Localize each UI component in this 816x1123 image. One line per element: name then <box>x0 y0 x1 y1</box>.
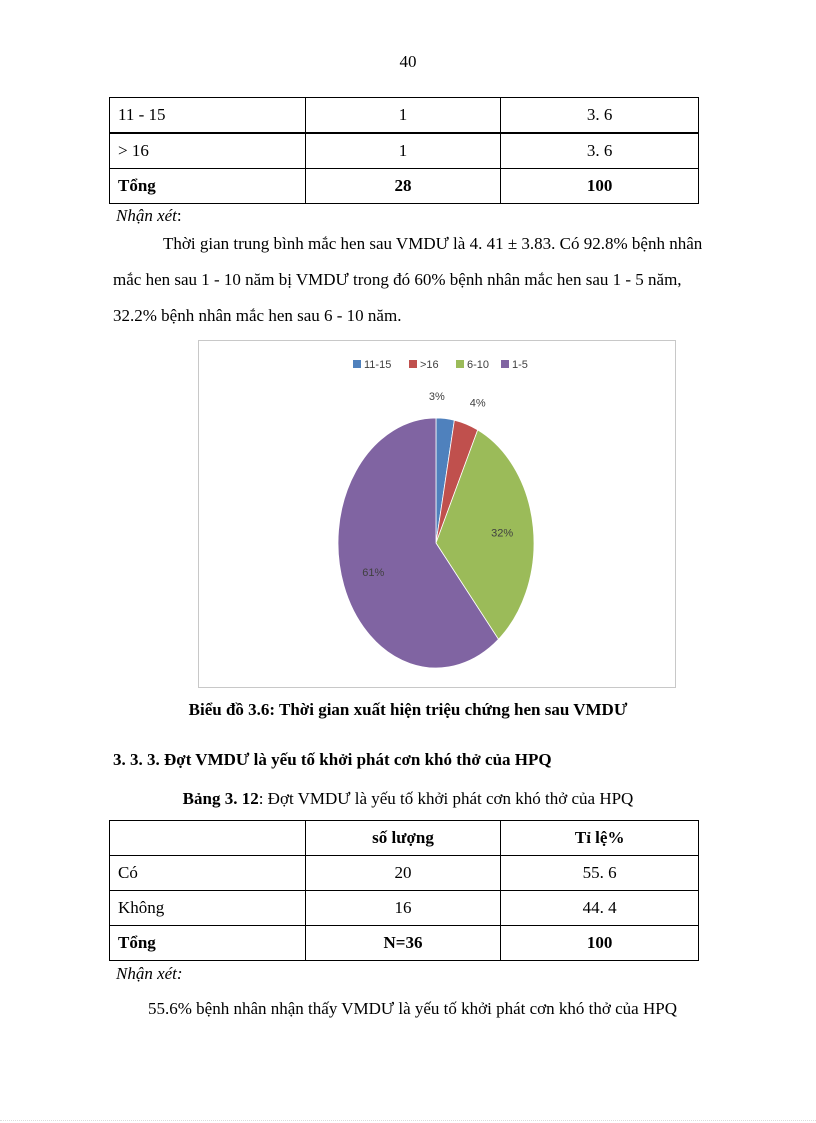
row-count: 1 <box>305 133 501 169</box>
page-bottom-divider <box>0 1120 816 1121</box>
total-count: N=36 <box>305 926 501 961</box>
legend-label-1: >16 <box>420 359 439 371</box>
paragraph-line: mắc hen sau 1 - 10 năm bị VMDƯ trong đó 60% bệnh nhân mắc hen sau 1 - 5 năm, <box>113 270 682 289</box>
age-duration-table <box>109 97 699 204</box>
legend-label-0: 11-15 <box>364 359 392 371</box>
row-label: Không <box>110 891 306 926</box>
table-row <box>110 891 699 926</box>
table-caption-label: Bảng 3. 12 <box>182 789 259 808</box>
row-label: 11 - 15 <box>110 98 306 134</box>
total-count: 28 <box>305 169 501 204</box>
page-number: 40 <box>399 52 417 71</box>
row-percent: 3. 6 <box>501 98 699 134</box>
table-total-row <box>110 169 699 204</box>
remark-paragraph: 55.6% bệnh nhân nhận thấy VMDƯ là yếu tố khởi phát cơn khó thở của HPQ <box>148 999 677 1018</box>
pie-data-label-3: 61% <box>362 566 385 579</box>
section-heading: 3. 3. 3. Đợt VMDƯ là yếu tố khởi phát cơn khó thở của HPQ <box>113 750 552 769</box>
total-percent: 100 <box>501 169 699 204</box>
pie-chart-svg <box>199 341 675 687</box>
table-row <box>110 856 699 891</box>
total-label: Tổng <box>110 169 306 204</box>
table-row <box>110 98 699 134</box>
table-caption-text: : Đợt VMDƯ là yếu tố khởi phát cơn khó thở của HPQ <box>258 789 634 808</box>
header-cell <box>110 821 306 856</box>
table-row <box>110 133 699 169</box>
table-total-row <box>110 926 699 961</box>
legend-swatch-0 <box>353 360 361 368</box>
paragraph-line: 32.2% bệnh nhân mắc hen sau 6 - 10 năm. <box>113 306 402 325</box>
legend-swatch-2 <box>456 360 464 368</box>
remark-label: Nhận xét: <box>116 206 182 225</box>
row-count: 1 <box>305 98 501 134</box>
table-header-row <box>110 821 699 856</box>
legend-swatch-3 <box>501 360 509 368</box>
header-cell: Tỉ lệ% <box>501 821 699 856</box>
table-caption <box>0 789 816 809</box>
pie-chart <box>198 340 676 688</box>
total-label: Tổng <box>110 926 306 961</box>
row-label: > 16 <box>110 133 306 169</box>
paragraph-line: Thời gian trung bình mắc hen sau VMDƯ là 4. 41 ± 3.83. Có 92.8% bệnh nhân <box>163 234 703 253</box>
header-cell: số lượng <box>305 821 501 856</box>
legend-label-2: 6-10 <box>467 359 490 371</box>
pie-data-label-1: 4% <box>469 397 486 410</box>
legend-label-3: 1-5 <box>512 359 528 371</box>
row-count: 20 <box>305 856 501 891</box>
pie-data-label-2: 32% <box>491 527 514 540</box>
row-label: Có <box>110 856 306 891</box>
row-count: 16 <box>305 891 501 926</box>
pie-data-label-0: 3% <box>428 391 445 404</box>
row-percent: 3. 6 <box>501 133 699 169</box>
remark-paragraph <box>113 226 756 334</box>
trigger-table <box>109 820 699 961</box>
row-percent: 55. 6 <box>501 856 699 891</box>
remark-label: Nhận xét: <box>116 964 183 983</box>
total-percent: 100 <box>501 926 699 961</box>
chart-caption: Biểu đồ 3.6: Thời gian xuất hiện triệu chứng hen sau VMDƯ <box>188 700 628 719</box>
row-percent: 44. 4 <box>501 891 699 926</box>
legend-swatch-1 <box>409 360 417 368</box>
